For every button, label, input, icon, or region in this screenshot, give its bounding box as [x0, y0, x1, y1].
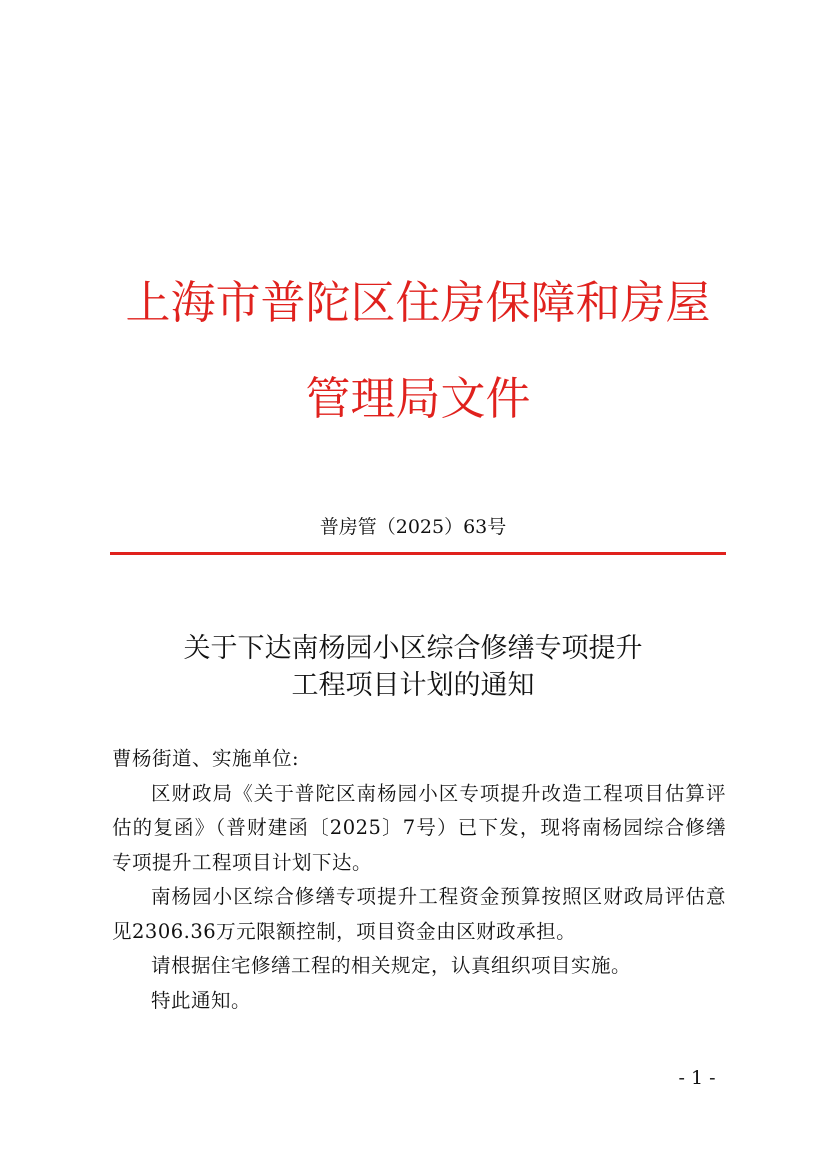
red-divider-line — [110, 552, 726, 555]
document-number: 普房管（2025）63号 — [319, 516, 507, 538]
notice-body — [112, 742, 726, 1018]
body-paragraph-1: 区财政局《关于普陀区南杨园小区专项提升改造工程项目估算评估的复函》（普财建函〔2025〕7号）已下发，现将南杨园综合修缮专项提升工程项目计划下达。 — [112, 781, 726, 874]
issuer-header-title: 上海市普陀区住房保障和房屋管理局文件 — [125, 276, 711, 425]
page-number: - 1 - — [678, 1067, 716, 1089]
notice-title — [100, 630, 726, 704]
body-paragraph-2: 南杨园小区综合修缮专项提升工程资金预算按照区财政局评估意见2306.36万元限额控制，项目资金由区财政承担。 — [112, 885, 726, 943]
body-paragraph-3: 请根据住宅修缮工程的相关规定，认真组织项目实施。 — [151, 954, 632, 977]
notice-title-line-1: 关于下达南杨园小区综合修缮专项提升 — [183, 633, 643, 664]
closing-line: 特此通知。 — [151, 988, 252, 1012]
notice-title-line-2: 工程项目计划的通知 — [291, 670, 535, 701]
recipient-line: 曹杨街道、实施单位: — [112, 747, 300, 770]
